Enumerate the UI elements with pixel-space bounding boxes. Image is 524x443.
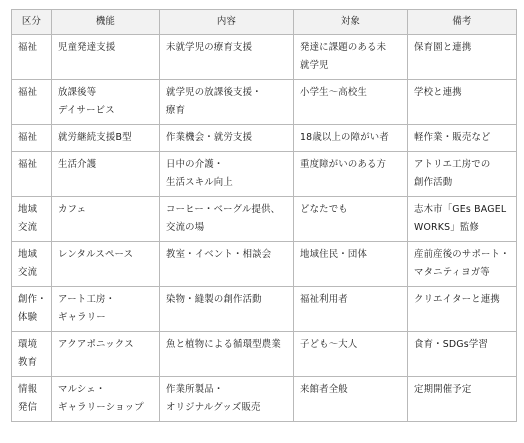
cell-function	[52, 287, 160, 332]
cell-content	[160, 332, 294, 377]
cell-target	[294, 197, 408, 242]
cell-content	[160, 377, 294, 422]
cell-notes-text: アトリエ工房での	[414, 159, 491, 170]
cell-notes	[408, 332, 517, 377]
cell-function	[52, 125, 160, 152]
cell-function	[52, 332, 160, 377]
cell-notes	[408, 242, 517, 287]
cell-notes	[408, 35, 517, 80]
cell-target-text: 18歳以上の障がい者	[300, 132, 389, 143]
cell-content-text: 作業所製品・	[166, 384, 224, 395]
cell-category	[12, 332, 52, 377]
table-row	[12, 125, 517, 152]
cell-content	[160, 242, 294, 287]
cell-category	[12, 80, 52, 125]
cell-function-text: 児童発達支援	[58, 42, 116, 53]
cell-target-text: 重度障がいのある方	[300, 159, 387, 170]
cell-category-text: 交流	[18, 267, 38, 278]
table-row	[12, 242, 517, 287]
cell-function-text: アート工房・	[58, 294, 116, 305]
cell-function	[52, 35, 160, 80]
cell-category-text: 地域	[18, 204, 38, 215]
cell-category	[12, 152, 52, 197]
cell-notes	[408, 80, 517, 125]
cell-notes	[408, 152, 517, 197]
cell-category-text: 福祉	[18, 42, 38, 53]
cell-notes-text: 学校と連携	[414, 87, 462, 98]
cell-function-text: レンタルスペース	[58, 249, 134, 260]
cell-notes-text: マタニティヨガ等	[414, 267, 490, 278]
cell-category	[12, 287, 52, 332]
cell-content-text: 就学児の放課後支援・	[166, 87, 262, 98]
cell-notes-text: 創作活動	[414, 177, 453, 188]
cell-content-text: オリジナルグッズ販売	[166, 402, 261, 413]
cell-content-text: 作業機会・就労支援	[166, 132, 253, 143]
cell-target-text: 福祉利用者	[300, 294, 348, 305]
facility-functions-table	[11, 9, 517, 422]
cell-category-text: 交流	[18, 222, 38, 233]
cell-function	[52, 242, 160, 287]
table-row	[12, 80, 517, 125]
cell-content-text: 教室・イベント・相談会	[166, 249, 272, 260]
cell-target-text: 地域住民・団体	[300, 249, 368, 260]
header-target: 対象	[294, 10, 408, 35]
cell-notes	[408, 287, 517, 332]
cell-content	[160, 35, 294, 80]
cell-function	[52, 377, 160, 422]
cell-content	[160, 125, 294, 152]
cell-target	[294, 125, 408, 152]
cell-target	[294, 35, 408, 80]
cell-category-text: 体験	[18, 312, 38, 323]
table-row	[12, 197, 517, 242]
table-row	[12, 35, 517, 80]
cell-target	[294, 152, 408, 197]
table-row	[12, 332, 517, 377]
cell-content	[160, 80, 294, 125]
cell-notes	[408, 125, 517, 152]
cell-category-text: 福祉	[18, 159, 38, 170]
header-notes: 備考	[408, 10, 517, 35]
cell-notes	[408, 197, 517, 242]
cell-target-text: 発達に課題のある未	[300, 42, 387, 53]
cell-content	[160, 197, 294, 242]
cell-category-text: 創作・	[18, 294, 47, 305]
cell-target-text: 子ども～大人	[300, 339, 358, 350]
cell-content-text: 魚と植物による循環型農業	[166, 339, 281, 350]
cell-category-text: 教育	[18, 357, 38, 368]
cell-content-text: 交流の場	[166, 222, 205, 233]
cell-function-text: 就労継続支援B型	[58, 132, 132, 143]
cell-content-text: コーヒー・ベーグル提供、	[166, 204, 281, 215]
cell-content-text: 日中の介護・	[166, 159, 224, 170]
cell-target	[294, 287, 408, 332]
cell-notes-text: WORKS」監修	[414, 222, 479, 233]
cell-target	[294, 332, 408, 377]
cell-notes-text: 保育園と連携	[414, 42, 472, 53]
cell-notes-text: 志木市「GEs BAGEL	[414, 204, 507, 215]
cell-category-text: 発信	[18, 402, 38, 413]
cell-category	[12, 377, 52, 422]
cell-notes	[408, 377, 517, 422]
header-function: 機能	[52, 10, 160, 35]
cell-target-text: 就学児	[300, 60, 329, 71]
cell-category	[12, 35, 52, 80]
cell-category-text: 福祉	[18, 132, 38, 143]
cell-target	[294, 242, 408, 287]
cell-category-text: 福祉	[18, 87, 38, 98]
table-row	[12, 152, 517, 197]
cell-content-text: 未就学児の療育支援	[166, 42, 253, 53]
header-content: 内容	[160, 10, 294, 35]
cell-function-text: マルシェ・	[58, 384, 106, 395]
table-header-row	[12, 10, 517, 35]
cell-target-text: 来館者全般	[300, 384, 348, 395]
cell-function-text: アクアポニックス	[58, 339, 134, 350]
header-category: 区分	[12, 10, 52, 35]
cell-target	[294, 80, 408, 125]
cell-target-text: どなたでも	[300, 204, 348, 215]
table-row	[12, 287, 517, 332]
cell-function-text: カフェ	[58, 204, 87, 215]
cell-notes-text: 食育・SDGs学習	[414, 339, 488, 350]
cell-function-text: ギャラリー	[58, 312, 106, 323]
cell-content	[160, 287, 294, 332]
cell-function	[52, 80, 160, 125]
cell-category	[12, 125, 52, 152]
cell-function	[52, 152, 160, 197]
cell-content-text: 療育	[166, 105, 186, 116]
cell-category	[12, 242, 52, 287]
cell-function-text: ギャラリーショップ	[58, 402, 144, 413]
cell-function-text: 放課後等	[58, 87, 97, 98]
cell-notes-text: クリエイターと連携	[414, 294, 500, 305]
cell-category-text: 情報	[18, 384, 38, 395]
cell-notes-text: 定期開催予定	[414, 384, 472, 395]
cell-content	[160, 152, 294, 197]
cell-content-text: 生活スキル向上	[166, 177, 233, 188]
cell-target	[294, 377, 408, 422]
cell-category-text: 環境	[18, 339, 38, 350]
cell-function-text: デイサービス	[58, 105, 115, 116]
cell-category	[12, 197, 52, 242]
cell-function-text: 生活介護	[58, 159, 97, 170]
cell-notes-text: 軽作業・販売など	[414, 132, 491, 143]
cell-content-text: 染物・縫製の創作活動	[166, 294, 262, 305]
table-row	[12, 377, 517, 422]
facility-table-container	[11, 9, 516, 422]
cell-notes-text: 産前産後のサポート・	[414, 249, 510, 260]
cell-category-text: 地域	[18, 249, 38, 260]
table-body	[12, 35, 517, 422]
cell-function	[52, 197, 160, 242]
cell-target-text: 小学生～高校生	[300, 87, 368, 98]
